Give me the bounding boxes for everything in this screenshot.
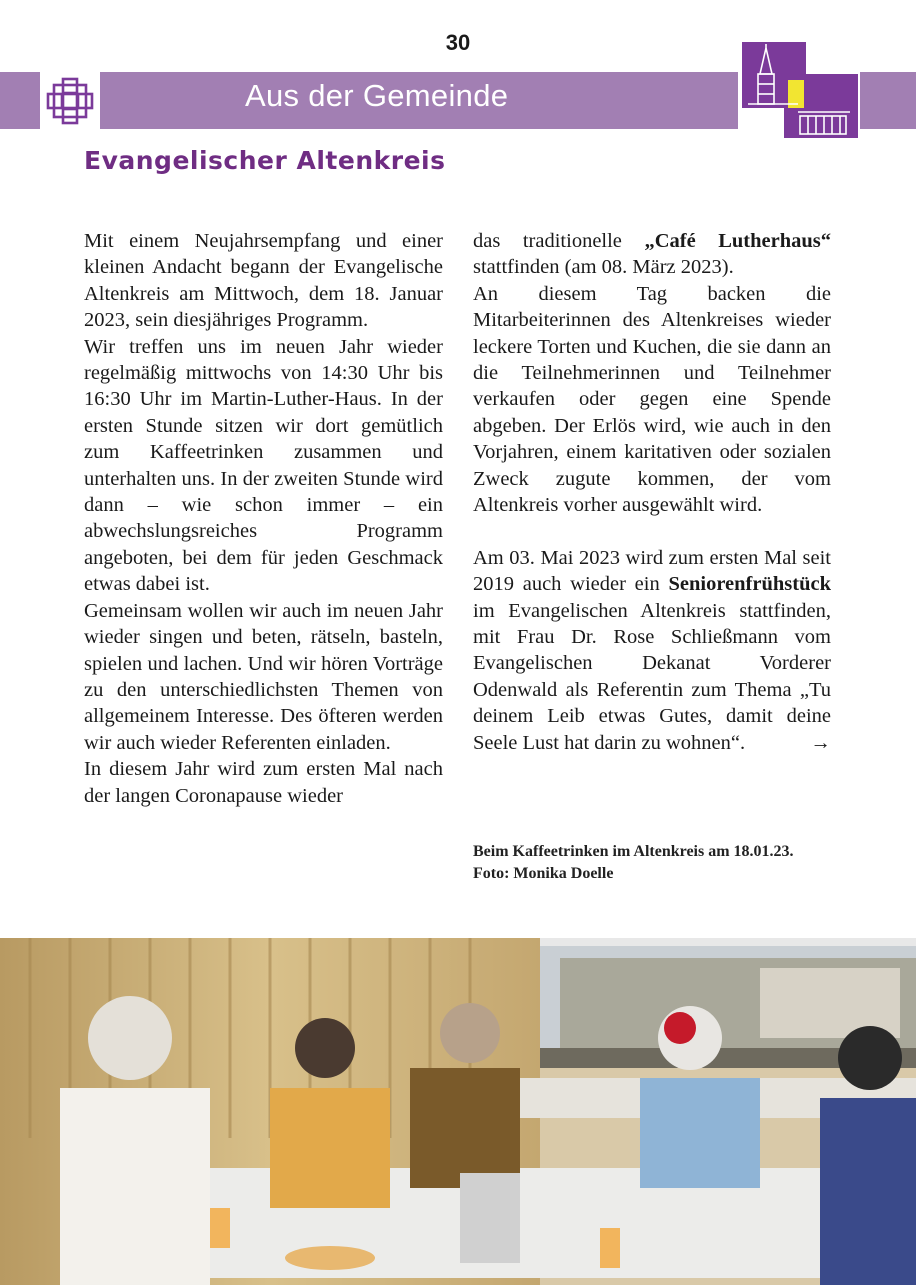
paragraph: Mit einem Neujahrsempfang und einer kleinen Andacht begann der Evangelische Altenkreis am Mittwoch, dem 18. Januar 2023, sein diesjähriges Programm. [84,230,443,332]
group-photo [0,938,916,1285]
paragraph: Wir treffen uns im neuen Jahr wieder regelmäßig mittwochs von 14:30 Uhr bis 16:30 Uhr im Martin-Luther-Haus. In der ersten Stunde sitzen wir dort gemütlich zum Kaffeetrinken zusammen und unterhalten uns. In der zweiten Stunde wird dann – wie schon immer – ein abwechslungsreiches Programm angeboten, bei dem für jeden Geschmack etwas dabei ist. [84,335,443,596]
right-column [473,228,831,756]
paragraph: An diesem Tag backen die Mitarbeiterinnen des Altenkreises wieder leckere Torten und Kuchen, die sie dann an die Teilnehmerinnen und Teilnehmer verkaufen oder gegen eine Spende abgeben. Der Erlös wird, wie auch in den Vorjahren, einem karitativen oder sozialen Zweck zugute kommen, der vom Altenkreis vorher ausgewählt wird. [473,282,831,517]
header-title: Aus der Gemeinde [245,78,509,113]
article-title: Evangelischer Altenkreis [84,146,446,175]
paragraph: das traditionelle „Café Lutherhaus“ stattfinden (am 08. März 2023). [473,230,831,279]
left-column [84,228,443,809]
cross-logo-icon [40,72,100,129]
paragraph: Gemeinsam wollen wir auch im neuen Jahr wieder singen und beten, rätseln, basteln, spielen und lachen. Und wir hören Vorträge zu den unterschiedlichsten Themen von allgemeinem Interesse. Des öfteren werden wir auch wieder Referenten einladen. [84,599,443,754]
photo-caption [473,841,794,885]
photo-credit: Foto: Monika Doelle [473,865,614,882]
page-number: 30 [445,30,471,55]
cafe-lutherhaus-bold: „Café Lutherhaus“ [644,230,831,252]
paragraph: Am 03. Mai 2023 wird zum ersten Mal seit 2019 auch wieder ein Seniorenfrühstück im Evangelischen Altenkreis stattfinden, mit Frau Dr. Rose Schließmann vom Evangelischen Dekanat Vorderer Odenwald als Referentin zum Thema „Tu deinem Leib etwas Gutes, damit deine Seele Lust hat darin zu wohnen“. → [473,545,831,756]
paragraph: In diesem Jahr wird zum ersten Mal nach der langen Coronapause wieder [84,758,443,807]
seniorenfruehstueck-bold: Seniorenfrühstück [668,573,831,596]
church-building-icon [738,40,860,140]
caption-line: Beim Kaffeetrinken im Altenkreis am 18.01.23. [473,843,794,860]
continue-arrow: → [810,731,831,754]
